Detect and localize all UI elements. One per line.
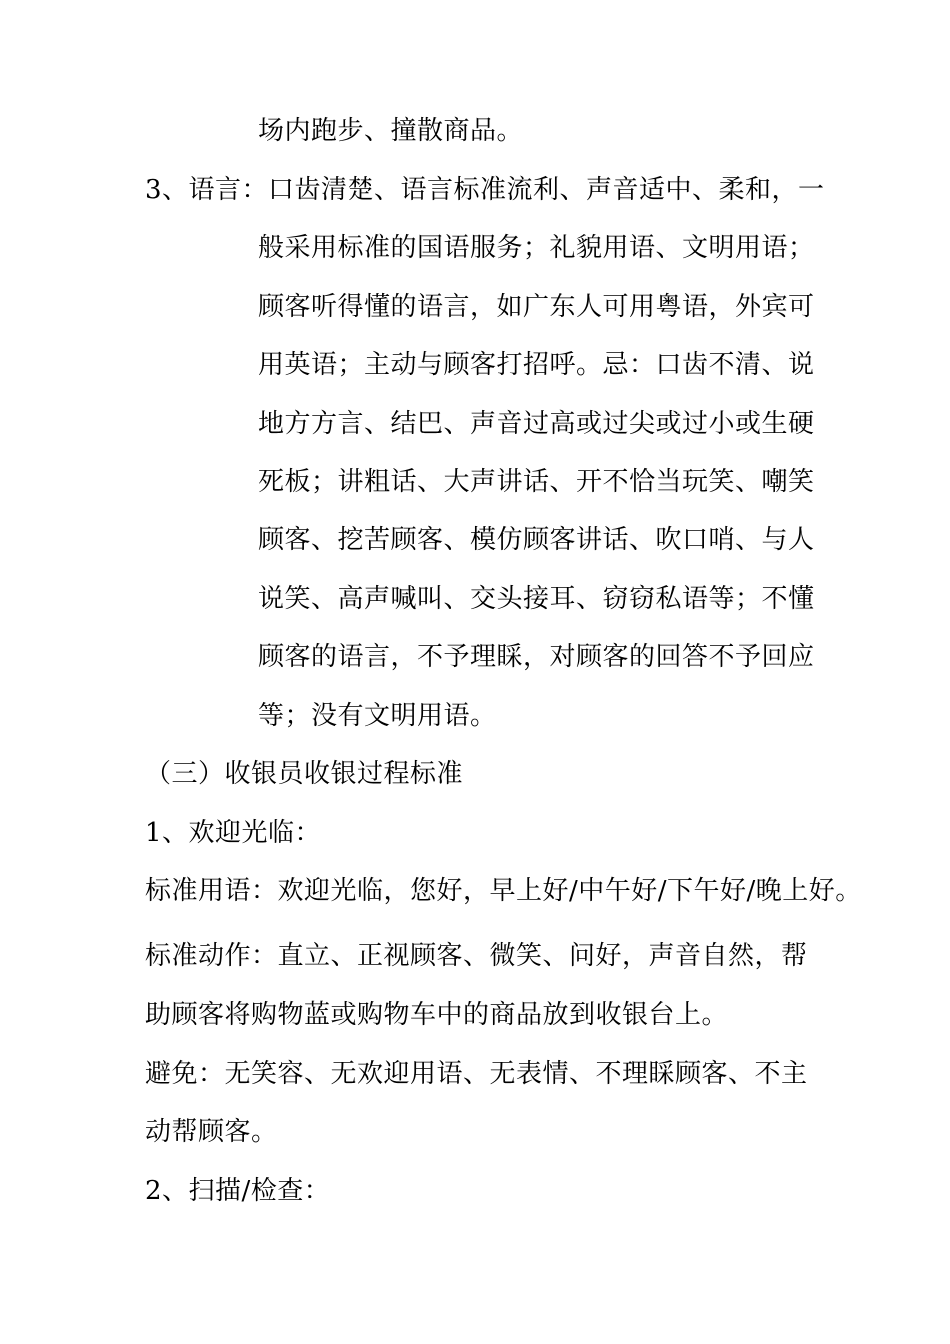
- text-line: 场内跑步、撞散商品。: [258, 116, 524, 146]
- text-line: 顾客听得懂的语言，如广东人可用粤语，外宾可: [258, 292, 815, 322]
- text-line: 标准动作：直立、正视顾客、微笑、问好，声音自然，帮: [145, 941, 808, 971]
- subsection-heading: 1、欢迎光临：: [145, 818, 322, 848]
- text-line: 顾客的语言，不予理睬，对顾客的回答不予回应: [258, 642, 815, 672]
- text-line: 地方方言、结巴、声音过高或过尖或过小或生硬: [258, 409, 815, 439]
- text-line: 般采用标准的国语服务；礼貌用语、文明用语；: [258, 233, 815, 263]
- text-line: 3、语言：口齿清楚、语言标准流利、声音适中、柔和，一: [145, 175, 825, 205]
- section-heading: （三）收银员收银过程标准: [145, 759, 464, 789]
- text-line: 死板；讲粗话、大声讲话、开不恰当玩笑、嘲笑: [258, 467, 815, 497]
- text-line: 用英语；主动与顾客打招呼。忌：口齿不清、说: [258, 350, 815, 380]
- text-line: 顾客、挖苦顾客、模仿顾客讲话、吹口哨、与人: [258, 525, 815, 555]
- text-line: 等；没有文明用语。: [258, 701, 497, 731]
- text-line: 助顾客将购物蓝或购物车中的商品放到收银台上。: [145, 1000, 729, 1030]
- text-line: 标准用语：欢迎光临，您好，早上好/中午好/下午好/晚上好。: [145, 876, 862, 906]
- subsection-heading: 2、扫描/检查：: [145, 1176, 331, 1206]
- text-line: 说笑、高声喊叫、交头接耳、窃窃私语等；不懂: [258, 584, 815, 614]
- text-line: 动帮顾客。: [145, 1117, 278, 1147]
- text-line: 避免：无笑容、无欢迎用语、无表情、不理睬顾客、不主: [145, 1059, 808, 1089]
